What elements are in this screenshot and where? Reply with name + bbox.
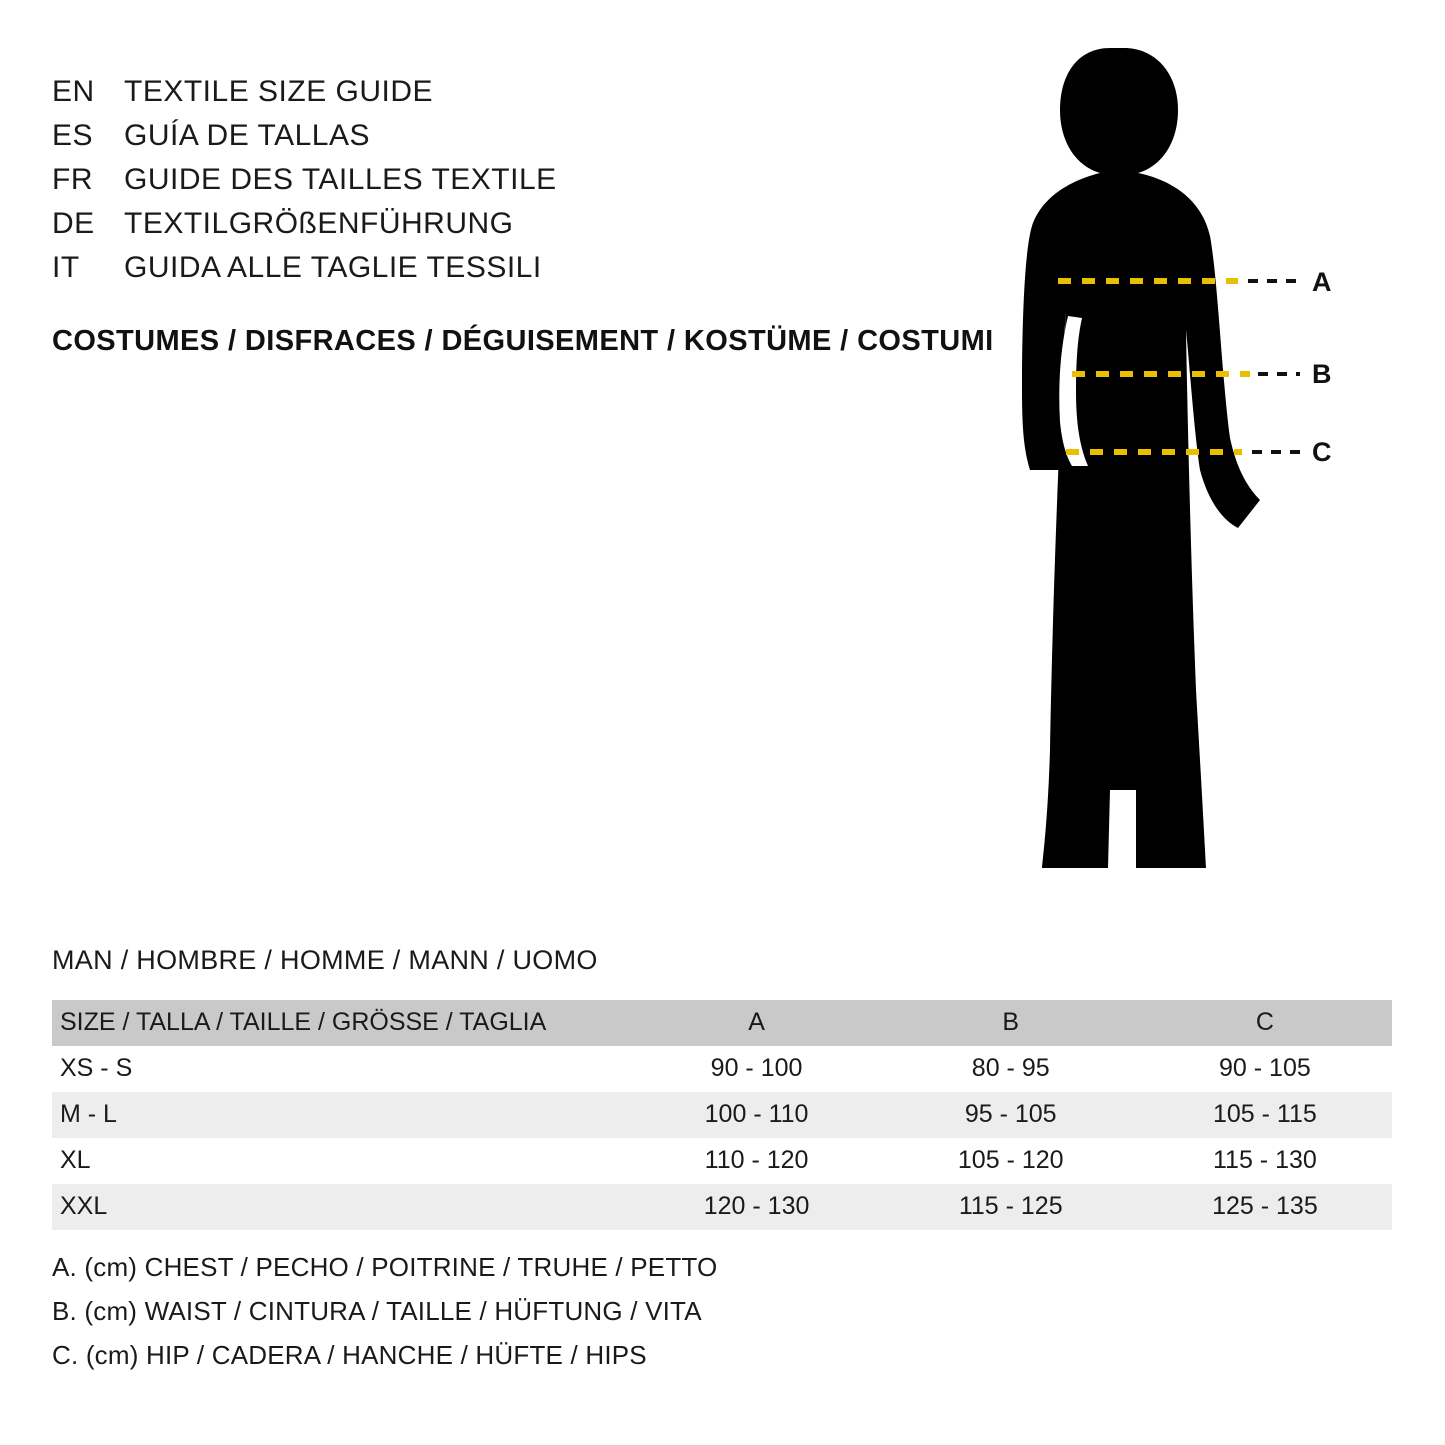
cell-c: 115 - 130 <box>1213 1146 1317 1174</box>
language-row <box>52 246 1002 290</box>
language-title: GUÍA DE TALLAS <box>124 119 370 152</box>
column-header-a: A <box>748 1008 765 1036</box>
measurement-legend <box>52 1245 717 1377</box>
marker-label-b: B <box>1312 359 1332 389</box>
cell-size: M - L <box>60 1100 117 1128</box>
language-title: GUIDE DES TAILLES TEXTILE <box>124 163 557 196</box>
marker-label-c: C <box>1312 437 1332 467</box>
language-title-block <box>52 70 1002 290</box>
cell-b: 105 - 120 <box>957 1146 1064 1174</box>
language-title: TEXTILGRÖßENFÜHRUNG <box>124 207 514 240</box>
language-title: GUIDA ALLE TAGLIE TESSILI <box>124 251 542 284</box>
language-code: FR <box>52 163 93 196</box>
language-code: IT <box>52 251 80 284</box>
column-header-size: SIZE / TALLA / TAILLE / GRÖSSE / TAGLIA <box>60 1008 547 1036</box>
table-row <box>52 1184 1392 1230</box>
cell-b: 115 - 125 <box>958 1192 1063 1220</box>
table-caption: MAN / HOMBRE / HOMME / MANN / UOMO <box>52 945 598 975</box>
table-row <box>52 1092 1392 1138</box>
cell-size: XL <box>60 1146 91 1174</box>
legend-line-c: C. (cm) HIP / CADERA / HANCHE / HÜFTE / HIPS <box>52 1340 647 1370</box>
language-row <box>52 70 1002 114</box>
size-table-head <box>52 1000 1392 1046</box>
cell-size: XS - S <box>60 1054 133 1082</box>
language-row <box>52 158 1002 202</box>
cell-c: 90 - 105 <box>1219 1054 1311 1082</box>
size-table-body <box>52 1046 1392 1230</box>
cell-b: 95 - 105 <box>964 1100 1057 1128</box>
column-header-b: B <box>1002 1008 1020 1036</box>
language-code: EN <box>52 75 95 108</box>
cell-c: 105 - 115 <box>1213 1100 1317 1128</box>
cell-size: XXL <box>60 1192 108 1220</box>
legend-line-a: A. (cm) CHEST / PECHO / POITRINE / TRUHE / PETTO <box>52 1252 718 1282</box>
body-measurement-figure <box>960 30 1380 900</box>
language-row <box>52 202 1002 246</box>
language-code: ES <box>52 119 94 152</box>
column-header-c: C <box>1255 1008 1274 1036</box>
cell-a: 120 - 130 <box>703 1192 810 1220</box>
cell-a: 100 - 110 <box>704 1100 809 1128</box>
cell-a: 90 - 100 <box>710 1054 803 1082</box>
table-row <box>52 1046 1392 1092</box>
language-title: TEXTILE SIZE GUIDE <box>124 75 434 108</box>
table-row <box>52 1138 1392 1184</box>
marker-label-a: A <box>1312 267 1332 297</box>
size-table <box>52 1000 1392 1230</box>
table-header-row <box>52 1000 1392 1046</box>
language-code: DE <box>52 207 95 240</box>
cell-b: 80 - 95 <box>971 1054 1050 1082</box>
cell-c: 125 - 135 <box>1212 1192 1318 1220</box>
language-row <box>52 114 1002 158</box>
costumes-subtitle: COSTUMES / DISFRACES / DÉGUISEMENT / KOSTÜME / COSTUMI <box>52 325 994 357</box>
cell-a: 110 - 120 <box>704 1146 809 1174</box>
legend-line-b: B. (cm) WAIST / CINTURA / TAILLE / HÜFTUNG / VITA <box>52 1296 702 1326</box>
